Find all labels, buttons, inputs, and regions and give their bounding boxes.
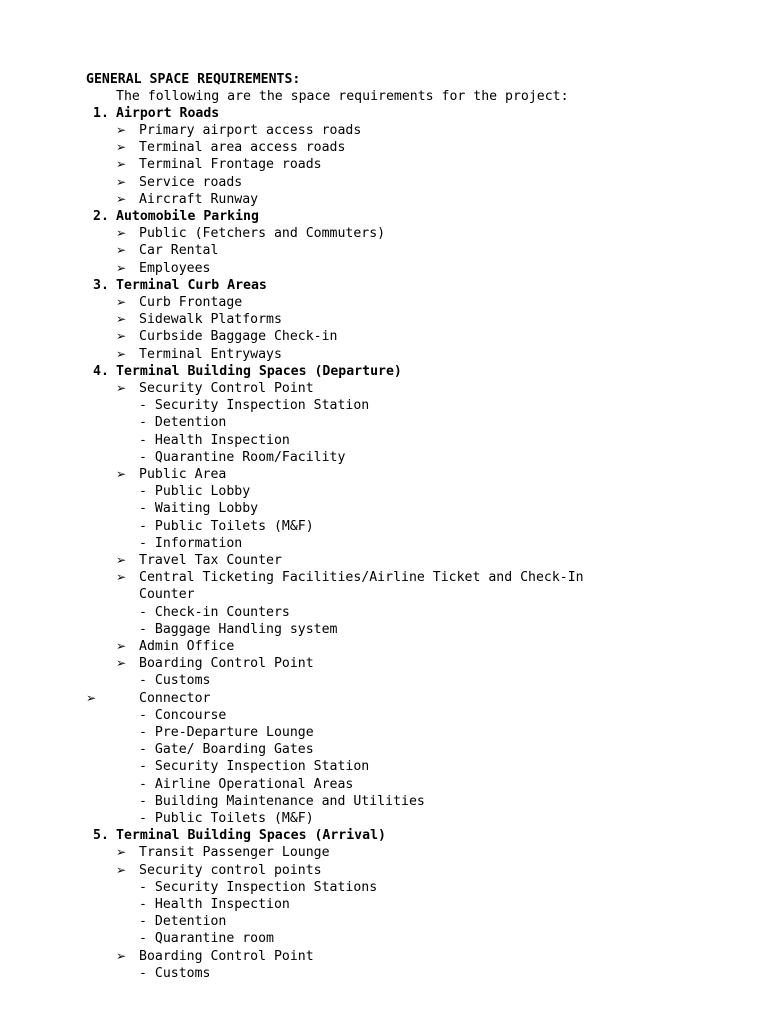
arrow-bullet-icon: ➢ <box>116 157 127 172</box>
arrow-bullet-icon: ➢ <box>116 312 127 327</box>
arrow-bullet-icon: ➢ <box>116 346 127 361</box>
sub-item: - Public Toilets (M&F) <box>139 518 314 534</box>
list-item: Public (Fetchers and Commuters) <box>139 226 386 242</box>
intro-text: The following are the space requirements for the project: <box>116 89 569 104</box>
section-number: 2. <box>93 208 109 224</box>
sub-item: - Detention <box>139 914 227 930</box>
sub-item: - Quarantine room <box>139 931 274 947</box>
arrow-bullet-icon: ➢ <box>116 294 127 309</box>
list-item: Central Ticketing Facilities/Airline Ticket and Check-In <box>139 570 584 586</box>
arrow-bullet-icon: ➢ <box>116 638 127 653</box>
arrow-bullet-icon: ➢ <box>86 690 97 705</box>
section-number: 5. <box>93 828 109 844</box>
sub-item: - Gate/ Boarding Gates <box>139 742 314 758</box>
arrow-bullet-icon: ➢ <box>116 862 127 877</box>
section-heading: Terminal Curb Areas <box>116 277 267 293</box>
arrow-bullet-icon: ➢ <box>116 226 127 241</box>
arrow-bullet-icon: ➢ <box>116 191 127 206</box>
sub-item: - Public Toilets (M&F) <box>139 810 314 826</box>
arrow-bullet-icon: ➢ <box>116 656 127 671</box>
sub-item: - Quarantine Room/Facility <box>139 449 346 465</box>
sub-item: - Public Lobby <box>139 484 251 500</box>
arrow-bullet-icon: ➢ <box>116 260 127 275</box>
document-title: GENERAL SPACE REQUIREMENTS: <box>86 72 301 87</box>
sub-item: - Health Inspection <box>139 896 290 912</box>
list-item: Transit Passenger Lounge <box>139 845 330 861</box>
list-item: Primary airport access roads <box>139 122 362 138</box>
list-item: Boarding Control Point <box>139 948 314 964</box>
arrow-bullet-icon: ➢ <box>116 948 127 963</box>
sub-item: - Health Inspection <box>139 432 290 448</box>
sub-item: - Concourse <box>139 707 227 723</box>
arrow-bullet-icon: ➢ <box>116 140 127 155</box>
list-item: Boarding Control Point <box>139 656 314 672</box>
sub-item: - Airline Operational Areas <box>139 776 354 792</box>
section-heading: Terminal Building Spaces (Departure) <box>116 363 402 379</box>
arrow-bullet-icon: ➢ <box>116 122 127 137</box>
sub-item: - Detention <box>139 415 227 431</box>
arrow-bullet-icon: ➢ <box>116 243 127 258</box>
sub-item: - Security Inspection Station <box>139 759 370 775</box>
arrow-bullet-icon: ➢ <box>116 552 127 567</box>
section-heading: Terminal Building Spaces (Arrival) <box>116 828 386 844</box>
section-number: 3. <box>93 277 109 293</box>
section-heading: Automobile Parking <box>116 208 259 224</box>
sub-item: - Security Inspection Station <box>139 398 370 414</box>
sub-item: - Building Maintenance and Utilities <box>139 793 425 809</box>
list-item: Employees <box>139 260 211 276</box>
list-item: Curbside Baggage Check-in <box>139 329 338 345</box>
sub-item: - Security Inspection Stations <box>139 879 378 895</box>
arrow-bullet-icon: ➢ <box>116 380 127 395</box>
arrow-bullet-icon: ➢ <box>116 174 127 189</box>
arrow-bullet-icon: ➢ <box>116 570 127 585</box>
list-item: Aircraft Runway <box>139 191 259 207</box>
sub-item: - Information <box>139 535 243 551</box>
list-item: Service roads <box>139 174 243 190</box>
sub-item: - Pre-Departure Lounge <box>139 724 314 740</box>
list-item-continuation: Counter <box>139 587 195 603</box>
section-number: 4. <box>93 363 109 379</box>
list-item: Public Area <box>139 466 227 482</box>
list-item: Security control points <box>139 862 322 878</box>
sub-item: - Waiting Lobby <box>139 501 259 517</box>
list-item: Sidewalk Platforms <box>139 312 282 328</box>
list-item: Security Control Point <box>139 380 314 396</box>
list-item: Connector <box>139 690 211 706</box>
section-number: 1. <box>93 105 109 121</box>
arrow-bullet-icon: ➢ <box>116 329 127 344</box>
list-item: Terminal Entryways <box>139 346 282 362</box>
section-heading: Airport Roads <box>116 105 220 121</box>
sub-item: - Check-in Counters <box>139 604 290 620</box>
list-item: Car Rental <box>139 243 219 259</box>
sub-item: - Customs <box>139 965 211 981</box>
sub-item: - Baggage Handling system <box>139 621 338 637</box>
list-item: Travel Tax Counter <box>139 552 282 568</box>
arrow-bullet-icon: ➢ <box>116 466 127 481</box>
list-item: Curb Frontage <box>139 294 243 310</box>
list-item: Admin Office <box>139 638 235 654</box>
arrow-bullet-icon: ➢ <box>116 845 127 860</box>
list-item: Terminal Frontage roads <box>139 157 322 173</box>
sub-item: - Customs <box>139 673 211 689</box>
list-item: Terminal area access roads <box>139 140 346 156</box>
